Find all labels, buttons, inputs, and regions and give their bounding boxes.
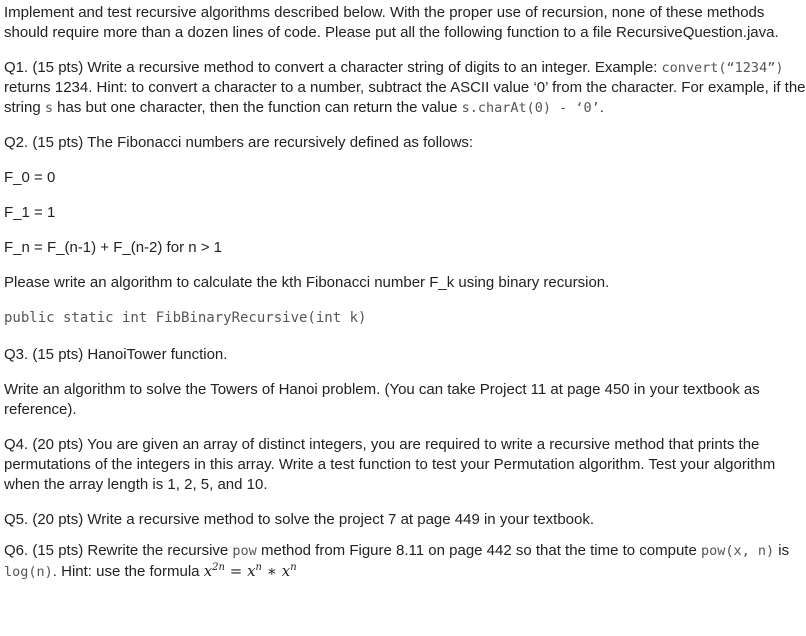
q6-text-d: . Hint: use the formula — [52, 563, 204, 580]
formula-exp1: n — [255, 562, 262, 573]
formula-lhs-base: x — [203, 562, 213, 580]
q2-task: Please write an algorithm to calculate the kth Fibonacci number F_k using binary recursion. — [4, 274, 610, 291]
q2-f1: F_1 = 1 — [4, 204, 56, 221]
q6-code-pow: pow — [232, 543, 257, 559]
q4-body: Q4. (20 pts) You are given an array of distinct integers, you are required to write a recursive method that prints the permutations of the integers in this array. Write a test function to test your Permutation algorithm. Test your algorithm when the array length is 1, 2, 5, and 10. — [4, 436, 776, 493]
q2-signature: public static int FibBinaryRecursive(int k) — [4, 310, 367, 326]
q6-paragraph — [4, 541, 806, 582]
q1-text-c: has but one character, then the function can return the value — [53, 99, 462, 116]
q1-code-s: s — [44, 100, 53, 116]
q1-text-d: . — [599, 99, 604, 116]
q1-code-expr: s.charAt(0) - ‘0’ — [461, 100, 600, 116]
q6-text-c: is — [774, 542, 790, 559]
formula-rest: = x — [224, 562, 256, 580]
q6-code-call: pow(x, n) — [700, 543, 775, 559]
q6-text-a: Q6. (15 pts) Rewrite the recursive — [4, 542, 233, 559]
q6-code-log: log(n) — [4, 564, 53, 580]
intro-paragraph: Implement and test recursive algorithms described below. With the proper use of recursion, none of these methods should require more than a dozen lines of code. Please put all the following function to a file RecursiveQuestion.java. — [4, 4, 779, 41]
q6-text-b: method from Figure 8.11 on page 442 so that the time to compute — [256, 542, 701, 559]
q2-fn: F_n = F_(n-1) + F_(n-2) for n > 1 — [4, 239, 223, 256]
q1-text-b: returns 1234. Hint: to convert a character to a number, subtract the ASCII value ‘0’ from the character. For example, if the string — [4, 79, 806, 116]
q3-title: Q3. (15 pts) HanoiTower function. — [4, 346, 228, 363]
q2-intro: Q2. (15 pts) The Fibonacci numbers are recursively defined as follows: — [4, 134, 474, 151]
formula-exp2: n — [290, 562, 297, 573]
q1-code-convert: convert(“1234”) — [661, 60, 784, 76]
q6-formula — [204, 562, 297, 580]
formula-lhs-exp: 2n — [212, 562, 225, 573]
q1-text-a: Q1. (15 pts) Write a recursive method to convert a character string of digits to an integer. Example: — [4, 59, 662, 76]
formula-mid: ∗ x — [262, 562, 291, 580]
q2-f0: F_0 = 0 — [4, 169, 56, 186]
q1-paragraph — [4, 58, 806, 118]
q3-body: Write an algorithm to solve the Towers of Hanoi problem. (You can take Project 11 at page 450 in your textbook as reference). — [4, 381, 760, 418]
q5-body: Q5. (20 pts) Write a recursive method to solve the project 7 at page 449 in your textbook. — [4, 511, 595, 528]
